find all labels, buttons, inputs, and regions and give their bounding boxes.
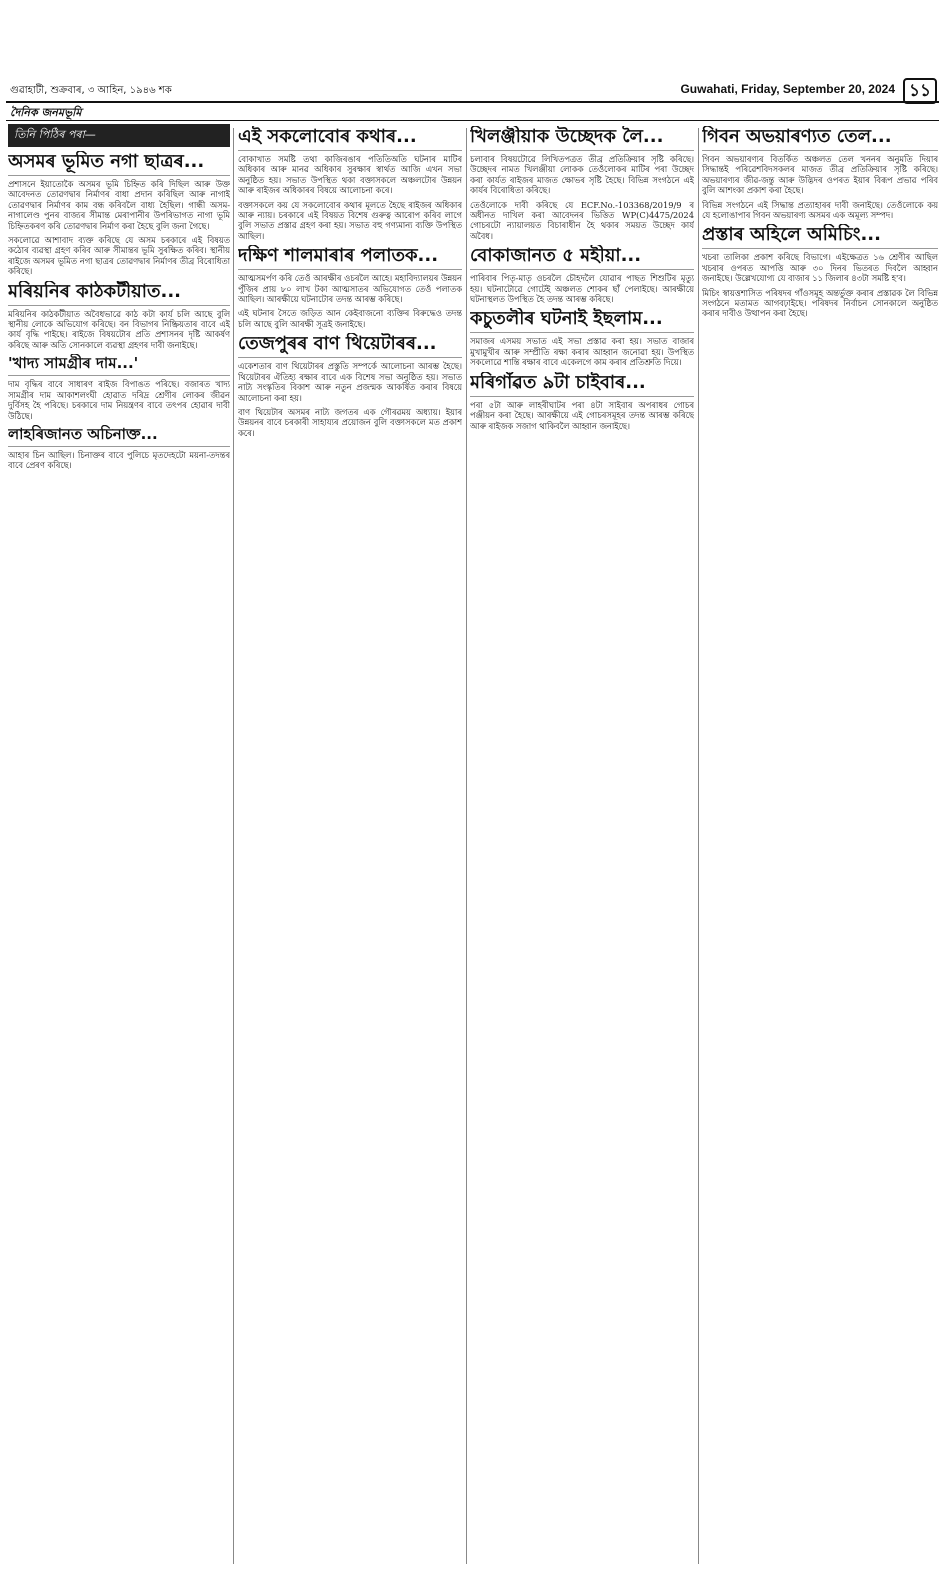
story-paragraph: বোকাখাত সমষ্টি তথা কাজিৰঙাৰ পতিতিঅতি ঘটনাৰ মাটিৰ অধিকাৰ আৰু মানৱ অধিকাৰ সুৰক্ষাৰ স্বাৰ্থত আজি এখন সভা অনুষ্ঠিত হয়। সভাত উপস্থিত থকা বক্তাসকলে অঞ্চলটোৰ উন্নয়ন আৰু ৰাইজৰ অধিকাৰৰ বিষয়ে আলোচনা কৰে। bbox=[238, 154, 462, 196]
story bbox=[8, 281, 230, 351]
story-paragraph: সমাজৰ এসময় সভাত এই সভা প্ৰস্তাৱ কৰা হয়। সভাত বাজাৰ মুখামুখীৰ আৰু সম্প্ৰীতি ৰক্ষা কৰাৰ আহ্বান জনোৱা হয়। উপস্থিত সকলোৱে শান্তি ৰক্ষাৰ বাবে একেলগে কাম কৰাৰ প্ৰতিশ্ৰুতি দিয়ে। bbox=[470, 336, 694, 368]
story bbox=[470, 126, 694, 241]
story-paragraph: সকলোৱে আশাবাদ ব্যক্ত কৰিছে যে অসম চৰকাৰে এই বিষয়ত কঠোৰ ব্যৱস্থা গ্ৰহণ কৰিব আৰু সীমান্তৰ ভূমি সুৰক্ষিত কৰিব। স্থানীয় ৰাইজে অসমৰ ভূমিত নগা ছাত্ৰৰ তোৱণদ্বাৰ নিৰ্মাণৰ তীব্ৰ বিৰোধিতা কৰিছে। bbox=[8, 235, 230, 277]
story-paragraph: প্ৰশাসনে ইয়াতোকৈ অসমৰ ভূমি চিহ্নিত কৰি দিছিল আৰু উক্ত আবেদনত তোৱণদ্বাৰ নিৰ্মাণৰ বাধা প্ৰদান কৰিছিল আৰু নাগাই তোৱণদ্বাৰ নিৰ্মাণৰ কাম বন্ধ কৰিবলৈ বাধ্য হৈছিল। গান্ধী অসম-নাগালেণ্ড পুনৰ বাজ্যৰ সীমান্ত মেৰাপানীৰ উপৰিভাগত নাগা ভূমি চিহ্নিতকৰণ কৰি তোৱণদ্বাৰ নিৰ্মাণ কৰা হৈছে বুলি জনা গৈছে। bbox=[8, 179, 230, 231]
page-number: ১১ bbox=[903, 78, 937, 104]
section-tag: তিনি পিঠিৰ পৰা— bbox=[8, 124, 230, 147]
column-divider bbox=[466, 128, 467, 1564]
story bbox=[470, 372, 694, 431]
headline: কচুতলীৰ ঘটনাই ইছলাম... bbox=[470, 308, 694, 333]
column-divider bbox=[233, 128, 234, 1564]
headline: অসমৰ ভূমিত নগা ছাত্ৰৰ... bbox=[8, 151, 230, 176]
date-right: Guwahati, Friday, September 20, 2024 bbox=[680, 82, 895, 96]
story bbox=[8, 354, 230, 421]
headline: এই সকলোবোৰ কথাৰ... bbox=[238, 126, 462, 151]
story-paragraph: চলাবাৰ বিষয়টোৱে লিখিতপত্ৰত তীব্ৰ প্ৰতিক্ৰিয়াৰ সৃষ্টি কৰিছে। উচ্ছেদৰ নামত খিলঞ্জীয়া লোকক তেওঁলোকৰ মাটিৰ পৰা উচ্ছেদ কৰা কাৰ্যত ৰাইজৰ মাজত ক্ষোভৰ সৃষ্টি হৈছে। বিভিন্ন সংগঠনে এই কাৰ্যৰ বিৰোধিতা কৰিছে। bbox=[470, 154, 694, 196]
headline: দক্ষিণ শালমাৰাৰ পলাতক... bbox=[238, 245, 462, 270]
story bbox=[8, 425, 230, 471]
headline: খিলঞ্জীয়াক উচ্ছেদক লৈ... bbox=[470, 126, 694, 151]
story-paragraph: আত্মসমৰ্পণ কৰি তেওঁ আৰক্ষীৰ ওচৰলৈ আহে। মহাবিদ্যালয়ৰ উন্নয়ন পুঁজিৰ প্ৰায় ৮০ লাখ টকা আত্মসাতৰ অভিযোগত তেওঁ পলাতক আছিল। আৰক্ষীয়ে ঘটনাটোৰ তদন্ত আৰম্ভ কৰিছে। bbox=[238, 273, 462, 305]
story bbox=[238, 245, 462, 329]
story bbox=[238, 126, 462, 241]
column-3 bbox=[470, 124, 694, 1564]
story-paragraph: বিভিন্ন সংগঠনে এই সিদ্ধান্ত প্ৰত্যাহাৰৰ দাবী জনাইছে। তেওঁলোকে কয় যে হলোঙাপাৰ গিবন অভয়াৰণ্য অসমৰ এক অমূল্য সম্পদ। bbox=[702, 199, 938, 221]
masthead bbox=[0, 0, 945, 128]
story-paragraph: তেওঁলোকে দাবী কৰিছে যে ECF.No.-103368/2019/9 ৰ অধীনত দাখিল কৰা আবেদনৰ ভিত্তিত WP(C)4475/2024 গোচৰটো ন্যায়ালয়ত বিচাৰাধীন হৈ থকাৰ সময়ত উচ্ছেদ কাৰ্য অবৈধ। bbox=[470, 199, 694, 241]
column-divider bbox=[698, 128, 699, 1564]
story-paragraph: এই ঘটনাৰ সৈতে জড়িত আন কেইবাজনো ব্যক্তিৰ বিৰুদ্ধেও তদন্ত চলি আছে বুলি আৰক্ষী সূত্ৰই জনাইছে। bbox=[238, 308, 462, 329]
headline: বোকাজানত ৫ মহীয়া... bbox=[470, 245, 694, 270]
story-paragraph: খচৰা তালিকা প্ৰকাশ কৰিছে বিভাগে। এইক্ষেত্ৰত ১৬ শ্ৰেণীৰ আছিল খচৰাৰ ওপৰত আপত্তি আৰু ৩০ দিনৰ ভিতৰত দিবলৈ আহ্বান জনাইছে। উল্লেখযোগ্য যে বাজাৰ ১১ জিলাৰ ৪৩টা সমষ্টি হ'ব। bbox=[702, 252, 938, 284]
story bbox=[702, 224, 938, 318]
story-paragraph: বাণ থিয়েটাৰ অসমৰ নাট্য জগতৰ এক গৌৰৱময় অধ্যায়। ইয়াৰ উন্নয়নৰ বাবে চৰকাৰী সাহায্যৰ প্ৰয়োজন বুলি বক্তাসকলে মত প্ৰকাশ কৰে। bbox=[238, 406, 462, 438]
headline: মৰিয়নিৰ কাঠকটীয়াত... bbox=[8, 281, 230, 306]
header-rule bbox=[6, 101, 939, 103]
story-paragraph: পাৰিবাৰ পিতৃ-মাতৃ ওচৰলৈ চৌহদলৈ যোৱাৰ পাছত শিশুটিৰ মৃত্যু হয়। ঘটনাটোৱে গোটেই অঞ্চলত শোকৰ ছাঁ পেলাইছে। আৰক্ষীয়ে ঘটনাস্থলত উপস্থিত হৈ তদন্ত আৰম্ভ কৰিছে। bbox=[470, 273, 694, 305]
story bbox=[238, 333, 462, 438]
story-paragraph: একেশতাৰ বাণ থিয়েটাৰৰ প্ৰস্তুতি সম্পৰ্কে আলোচনা আৰম্ভ হৈছে। থিয়েটাৰৰ ঐতিহ্য ৰক্ষাৰ বাবে এক বিশেষ সভা অনুষ্ঠিত হয়। সভাত নাট্য সংস্কৃতিৰ বিকাশ আৰু নতুন প্ৰজন্মক আকৰ্ষিত কৰাৰ বিষয়ে আলোচনা কৰা হয়। bbox=[238, 361, 462, 403]
story-paragraph: পৰা ৫টা আৰু লাহৰীঘাটৰ পৰা ৪টা সাইবাৰ অপৰাধৰ গোচৰ পঞ্জীয়ন কৰা হৈছে। আৰক্ষীয়ে এই গোচৰসমূহৰ তদন্ত আৰম্ভ কৰিছে আৰু ৰাইজক সজাগ থাকিবলৈ আহ্বান জনাইছে। bbox=[470, 399, 694, 431]
story-paragraph: মিচিং স্বায়ত্তশাসিত পৰিষদৰ গাঁওসমূহ অন্তৰ্ভুক্ত কৰাৰ প্ৰস্তাৱক লৈ বিভিন্ন সংগঠনে মতামত আগবঢ়াইছে। পৰিষদৰ নিৰ্বাচন সোনকালে অনুষ্ঠিত কৰাৰ দাবীও উত্থাপন কৰা হৈছে। bbox=[702, 287, 938, 319]
story bbox=[702, 126, 938, 220]
date-left: গুৱাহাটী, শুক্ৰবাৰ, ৩ আহিন, ১৯৪৬ শক bbox=[10, 85, 172, 96]
headline: প্ৰস্তাৰ অহিলে অমিচিং... bbox=[702, 224, 938, 249]
column-2 bbox=[238, 124, 462, 1564]
story-paragraph: মৰিয়নিৰ কাঠকটীয়াত অবৈধভাৱে কাঠ কটা কাৰ্য চলি আছে বুলি স্থানীয় লোকে অভিযোগ কৰিছে। বন বিভাগৰ নিষ্ক্ৰিয়তাৰ বাবে এই কাৰ্য বৃদ্ধি পাইছে। ৰাইজে বিষয়টোৰ প্ৰতি প্ৰশাসনৰ দৃষ্টি আকৰ্ষণ কৰিছে আৰু অতি সোনকালে ব্যৱস্থা গ্ৰহণৰ দাবী জনাইছে। bbox=[8, 308, 230, 350]
column-4 bbox=[702, 124, 938, 1564]
story-paragraph: বক্তাসকলে কয় যে সকলোবোৰ কথাৰ মূলতে হৈছে ৰাইজৰ অধিকাৰ আৰু ন্যায়। চৰকাৰে এই বিষয়ত বিশেষ গুৰুত্ব আৰোপ কৰিব লাগে বুলি সভাত প্ৰস্তাৱ গ্ৰহণ কৰা হয়। সভাত বহু গণ্যমান্য ব্যক্তি উপস্থিত আছিল। bbox=[238, 199, 462, 241]
story bbox=[470, 308, 694, 367]
headline: 'খাদ্য সামগ্ৰীৰ দাম...' bbox=[8, 354, 230, 376]
column-1 bbox=[8, 124, 230, 1564]
header-rule-bottom bbox=[6, 120, 939, 121]
paper-name: দৈনিক জনমভূমি bbox=[10, 106, 82, 119]
headline: তেজপুৰৰ বাণ থিয়েটাৰৰ... bbox=[238, 333, 462, 358]
headline: লাহৰিজানত অচিনাক্ত... bbox=[8, 425, 230, 447]
story-paragraph: আহাৰ চিন আছিল। চিনাক্তৰ বাবে পুলিচে মৃতদেহটো ময়না-তদন্তৰ বাবে প্ৰেৰণ কৰিছে। bbox=[8, 449, 230, 471]
story bbox=[8, 151, 230, 277]
story bbox=[470, 245, 694, 304]
story-paragraph: গিবন অভয়াৰণ্যৰ বিতৰ্কিত অঞ্চলত তেল খননৰ অনুমতি দিয়াৰ সিদ্ধান্তই পৰিৱেশবিদসকলৰ মাজত তীব্ৰ প্ৰতিক্ৰিয়াৰ সৃষ্টি কৰিছে। অভয়াৰণ্যৰ জীৱ-জন্তু আৰু উদ্ভিদৰ ওপৰত ইয়াৰ বিৰূপ প্ৰভাৱ পৰিব বুলি আশংকা প্ৰকাশ কৰা হৈছে। bbox=[702, 154, 938, 196]
story-paragraph: দাম বৃদ্ধিৰ বাবে সাধাৰণ ৰাইজ বিপাঙত পৰিছে। বজাৰত খাদ্য সামগ্ৰীৰ দাম আকাশলংঘী হোৱাত দৰিদ্ৰ শ্ৰেণীৰ লোকৰ জীৱন দুৰ্বিসহ হৈ পৰিছে। চৰকাৰে দাম নিয়ন্ত্ৰণৰ বাবে তৎপৰ হোৱাৰ দাবী উঠিছে। bbox=[8, 379, 230, 421]
headline: মৰিগাঁৱত ৯টা চাইবাৰ... bbox=[470, 372, 694, 397]
headline: গিবন অভয়াৰণ্যত তেল... bbox=[702, 126, 938, 151]
